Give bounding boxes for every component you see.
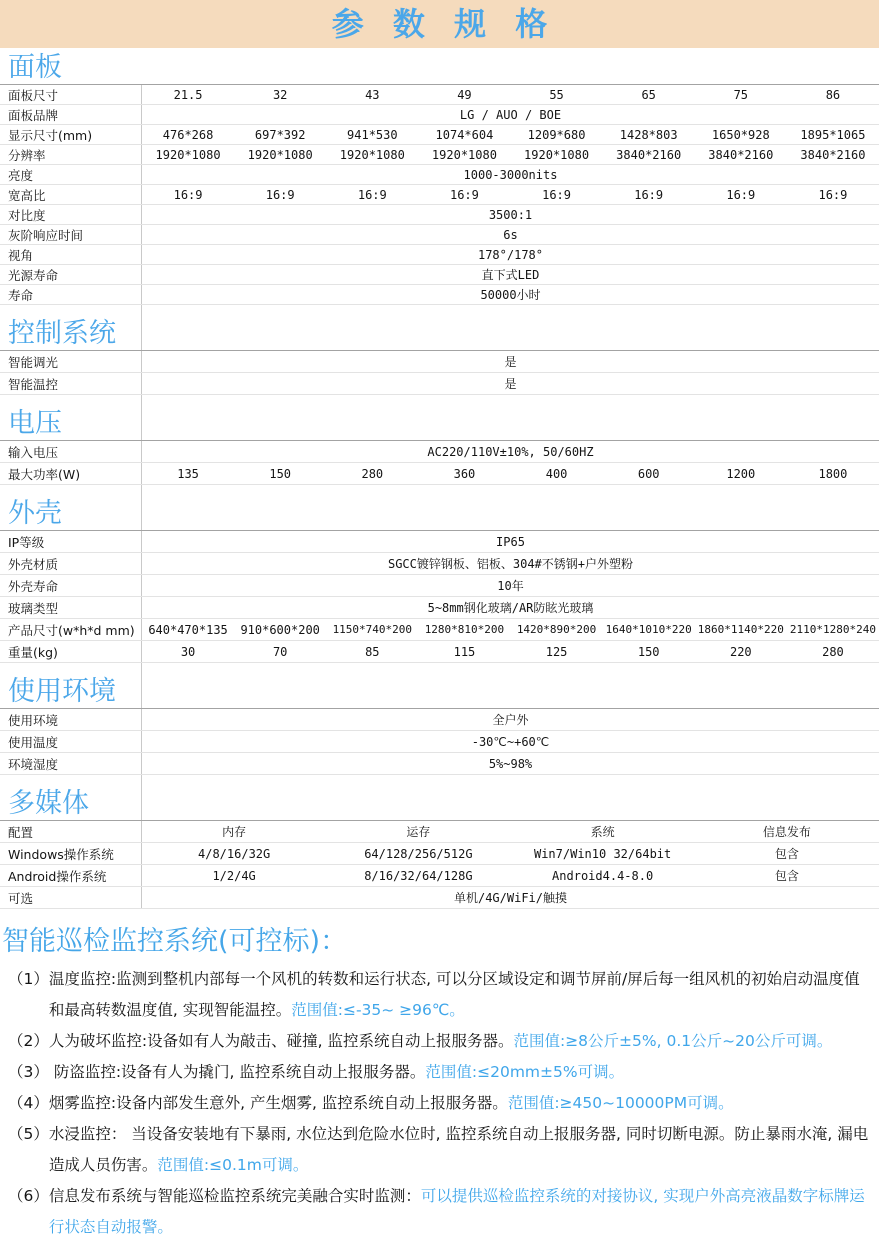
spec-row bbox=[0, 641, 879, 663]
section-title: 控制系统 bbox=[0, 305, 142, 350]
cell-value: 1920*1080 bbox=[155, 147, 221, 162]
row-label: Android操作系统 bbox=[0, 865, 142, 886]
item-range-highlight: 范围值:≤0.1m可调。 bbox=[157, 1156, 309, 1174]
item-description: 烟雾监控:设备内部发生意外, 产生烟雾, 监控系统自动上报服务器。 bbox=[48, 1094, 508, 1112]
row-label: 产品尺寸(w*h*d mm) bbox=[0, 619, 142, 640]
merged-value: SGCC镀锌钢板、铝板、304#不锈钢+户外塑粉 bbox=[387, 557, 634, 571]
item-description: 防盗监控:设备有人为撬门, 监控系统自动上报服务器。 bbox=[48, 1063, 426, 1081]
merged-value: 是 bbox=[504, 377, 517, 391]
monitoring-title: 智能巡检监控系统(可控标)： bbox=[2, 926, 348, 957]
cell-value: 43 bbox=[365, 87, 380, 102]
cell-value: 1895*1065 bbox=[800, 127, 866, 142]
cell-value: 32 bbox=[272, 87, 288, 102]
cell-value: 3840*2160 bbox=[616, 147, 682, 162]
spec-row bbox=[0, 285, 879, 305]
cell-value: 2110*1280*240 bbox=[789, 623, 876, 636]
spec-row bbox=[0, 441, 879, 463]
spec-row bbox=[0, 731, 879, 753]
spec-row bbox=[0, 225, 879, 245]
spec-row bbox=[0, 531, 879, 553]
cell-value: 1640*1010*220 bbox=[605, 623, 692, 636]
row-label: 配置 bbox=[0, 821, 142, 842]
row-label: 外壳寿命 bbox=[0, 575, 142, 596]
row-label: 亮度 bbox=[0, 165, 142, 184]
section-title: 多媒体 bbox=[0, 775, 142, 820]
cell-value: 3840*2160 bbox=[800, 147, 866, 162]
merged-value: 全户外 bbox=[492, 713, 529, 727]
page-banner bbox=[0, 0, 879, 48]
section-title-row bbox=[0, 485, 879, 531]
monitor-item bbox=[0, 964, 873, 1026]
cell-value: 86 bbox=[825, 87, 841, 102]
row-label: 视角 bbox=[0, 245, 142, 264]
cell-value: 21.5 bbox=[173, 87, 203, 102]
cell-value: 280 bbox=[822, 644, 844, 659]
item-number: （5） bbox=[8, 1125, 49, 1143]
cell-value: 运存 bbox=[406, 825, 431, 839]
item-number: （6） bbox=[8, 1187, 49, 1205]
merged-value: 178°/178° bbox=[477, 247, 544, 262]
item-number: （2） bbox=[8, 1032, 49, 1050]
spec-row bbox=[0, 709, 879, 731]
section-title: 使用环境 bbox=[0, 663, 142, 708]
cell-value: 400 bbox=[545, 466, 568, 481]
merged-value: 是 bbox=[504, 355, 517, 369]
cell-value: 1150*740*200 bbox=[332, 623, 413, 636]
cell-value: 220 bbox=[729, 644, 752, 659]
item-text bbox=[49, 1181, 873, 1243]
row-label: 光源寿命 bbox=[0, 265, 142, 284]
cell-value: 1209*680 bbox=[527, 127, 586, 142]
item-description: 温度监控:监测到整机内部每一个风机的转数和运行状态, 可以分区域设定和调节屏前/屏后每一组风机的初始启动温度值和最高转数温度值, 实现智能温控。 bbox=[48, 970, 860, 1019]
item-description: 水浸监控： 当设备安装地有下暴雨, 水位达到危险水位时, 监控系统自动上报服务器, 同时切断电源。防止暴雨水淹, 漏电造成人员伤害。 bbox=[48, 1125, 869, 1174]
cell-value: 65 bbox=[641, 87, 656, 102]
page-title: 参 数 规 格 bbox=[331, 5, 557, 43]
row-label: 重量(kg) bbox=[0, 641, 142, 662]
row-label: Windows操作系统 bbox=[0, 843, 142, 864]
cell-value: 1920*1080 bbox=[247, 147, 313, 162]
monitoring-section bbox=[0, 925, 879, 1243]
item-number: （3） bbox=[8, 1063, 49, 1081]
cell-value: 1650*928 bbox=[711, 127, 770, 142]
monitoring-items bbox=[0, 964, 873, 1243]
row-label: 面板品牌 bbox=[0, 105, 142, 124]
row-label: 寿命 bbox=[0, 285, 142, 304]
cell-value: 910*600*200 bbox=[240, 622, 320, 637]
monitor-item bbox=[0, 1088, 873, 1119]
section-4 bbox=[0, 485, 879, 663]
merged-value: 1000-3000nits bbox=[463, 167, 558, 182]
spec-row bbox=[0, 619, 879, 641]
spec-row bbox=[0, 265, 879, 285]
cell-value: 75 bbox=[733, 87, 749, 102]
cell-value: 16:9 bbox=[726, 187, 756, 202]
row-label: 环境湿度 bbox=[0, 753, 142, 774]
cell-value: 4/8/16/32G bbox=[198, 846, 271, 861]
spec-row bbox=[0, 821, 879, 843]
item-text bbox=[49, 964, 873, 1026]
cell-value: 1200 bbox=[726, 466, 756, 481]
cell-value: 85 bbox=[365, 644, 380, 659]
merged-value: AC220/110V±10%, 50/60HZ bbox=[427, 444, 594, 459]
cell-value: 包含 bbox=[774, 869, 799, 883]
item-range-highlight: 范围值:≥450~10000PM可调。 bbox=[507, 1094, 734, 1112]
spec-sections bbox=[0, 48, 879, 909]
item-description: 信息发布系统与智能巡检监控系统完美融合实时监测： bbox=[48, 1187, 421, 1205]
spec-row bbox=[0, 575, 879, 597]
spec-row bbox=[0, 185, 879, 205]
cell-value: 55 bbox=[549, 87, 564, 102]
item-text bbox=[49, 1057, 873, 1088]
merged-value: -30℃~+60℃ bbox=[471, 734, 550, 749]
item-number: （1） bbox=[8, 970, 49, 988]
cell-value: 16:9 bbox=[818, 187, 848, 202]
section-3 bbox=[0, 395, 879, 485]
spec-row bbox=[0, 865, 879, 887]
cell-value: 476*268 bbox=[162, 127, 214, 142]
monitor-item bbox=[0, 1057, 873, 1088]
section-1 bbox=[0, 48, 879, 305]
merged-value: 5~8mm钢化玻璃/AR防眩光玻璃 bbox=[427, 601, 594, 615]
cell-value: Win7/Win10 32/64bit bbox=[533, 846, 672, 861]
cell-value: 941*530 bbox=[347, 127, 398, 142]
merged-value: IP65 bbox=[496, 534, 525, 549]
merged-value: 5%~98% bbox=[488, 756, 533, 771]
item-number: （4） bbox=[8, 1094, 49, 1112]
cell-value: 3840*2160 bbox=[708, 147, 774, 162]
cell-value: 125 bbox=[545, 644, 568, 659]
section-2 bbox=[0, 305, 879, 395]
cell-value: 697*392 bbox=[254, 127, 306, 142]
spec-row bbox=[0, 373, 879, 395]
cell-value: 115 bbox=[453, 644, 476, 659]
row-label: 灰阶响应时间 bbox=[0, 225, 142, 244]
row-label: 使用温度 bbox=[0, 731, 142, 752]
row-label: 智能温控 bbox=[0, 373, 142, 394]
cell-value: 1428*803 bbox=[619, 127, 678, 142]
item-range-highlight: 可以提供巡检监控系统的对接协议, 实现户外高亮液晶数字标牌运行状态自动报警。 bbox=[48, 1187, 865, 1236]
cell-value: 1920*1080 bbox=[431, 147, 497, 162]
row-label: 宽高比 bbox=[0, 185, 142, 204]
row-label: 显示尺寸(mm) bbox=[0, 125, 142, 144]
merged-value: 直下式LED bbox=[481, 268, 540, 282]
section-title-row bbox=[0, 663, 879, 709]
row-label: 可选 bbox=[0, 887, 142, 908]
row-label: 使用环境 bbox=[0, 709, 142, 730]
row-label: 分辨率 bbox=[0, 145, 142, 164]
section-title-row bbox=[0, 395, 879, 441]
cell-value: 1420*890*200 bbox=[516, 623, 597, 636]
spec-row bbox=[0, 887, 879, 909]
merged-value: 3500:1 bbox=[488, 207, 533, 222]
merged-value: 6s bbox=[503, 227, 518, 242]
merged-value: 50000小时 bbox=[480, 288, 541, 302]
cell-value: 系统 bbox=[590, 825, 615, 839]
spec-row bbox=[0, 125, 879, 145]
cell-value: 1920*1080 bbox=[524, 147, 590, 162]
section-title-row bbox=[0, 775, 879, 821]
cell-value: 640*470*135 bbox=[148, 622, 228, 637]
section-title-row bbox=[0, 48, 879, 85]
cell-value: 150 bbox=[269, 466, 292, 481]
spec-row bbox=[0, 753, 879, 775]
cell-value: 150 bbox=[637, 644, 660, 659]
cell-value: 360 bbox=[453, 466, 476, 481]
section-title: 电压 bbox=[0, 395, 142, 440]
cell-value: 16:9 bbox=[357, 187, 387, 202]
row-label: 输入电压 bbox=[0, 441, 142, 462]
spec-row bbox=[0, 85, 879, 105]
merged-value: LG / AUO / BOE bbox=[459, 107, 562, 122]
item-text bbox=[49, 1026, 873, 1057]
spec-row bbox=[0, 553, 879, 575]
section-6 bbox=[0, 775, 879, 909]
item-description: 人为破坏监控:设备如有人为敲击、碰撞, 监控系统自动上报服务器。 bbox=[48, 1032, 514, 1050]
item-text bbox=[49, 1088, 873, 1119]
cell-value: 内存 bbox=[222, 825, 247, 839]
item-range-highlight: 范围值:≥8公斤±5%, 0.1公斤~20公斤可调。 bbox=[513, 1032, 833, 1050]
spec-row bbox=[0, 597, 879, 619]
cell-value: 16:9 bbox=[265, 187, 295, 202]
merged-value: 10年 bbox=[497, 579, 524, 593]
spec-row bbox=[0, 165, 879, 185]
row-label: IP等级 bbox=[0, 531, 142, 552]
merged-value: 单机/4G/WiFi/触摸 bbox=[453, 891, 568, 905]
spec-row bbox=[0, 463, 879, 485]
row-label: 对比度 bbox=[0, 205, 142, 224]
cell-value: 600 bbox=[637, 466, 660, 481]
row-label: 面板尺寸 bbox=[0, 85, 142, 104]
cell-value: 1860*1140*220 bbox=[697, 623, 784, 636]
item-range-highlight: 范围值:≤20mm±5%可调。 bbox=[425, 1063, 625, 1081]
cell-value: 49 bbox=[457, 87, 472, 102]
spec-row bbox=[0, 351, 879, 373]
cell-value: Android4.4-8.0 bbox=[552, 868, 654, 883]
row-label: 外壳材质 bbox=[0, 553, 142, 574]
cell-value: 8/16/32/64/128G bbox=[364, 868, 473, 883]
spec-row bbox=[0, 205, 879, 225]
cell-value: 1280*810*200 bbox=[424, 623, 505, 636]
row-label: 玻璃类型 bbox=[0, 597, 142, 618]
cell-value: 信息发布 bbox=[762, 825, 811, 839]
monitor-item bbox=[0, 1026, 873, 1057]
item-text bbox=[49, 1119, 873, 1181]
spec-row bbox=[0, 105, 879, 125]
cell-value: 1920*1080 bbox=[339, 147, 405, 162]
section-title-row bbox=[0, 305, 879, 351]
spec-row bbox=[0, 145, 879, 165]
section-5 bbox=[0, 663, 879, 775]
cell-value: 135 bbox=[177, 466, 199, 481]
cell-value: 16:9 bbox=[173, 187, 203, 202]
cell-value: 1/2/4G bbox=[212, 868, 256, 883]
row-label: 最大功率(W) bbox=[0, 463, 142, 484]
monitor-item bbox=[0, 1181, 873, 1243]
cell-value: 1074*604 bbox=[435, 127, 494, 142]
cell-value: 64/128/256/512G bbox=[364, 846, 473, 861]
cell-value: 包含 bbox=[774, 847, 799, 861]
section-title: 面板 bbox=[8, 52, 62, 83]
section-title: 外壳 bbox=[0, 485, 142, 530]
cell-value: 30 bbox=[180, 644, 196, 659]
spec-row bbox=[0, 843, 879, 865]
row-label: 智能调光 bbox=[0, 351, 142, 372]
item-range-highlight: 范围值:≤-35~ ≥96℃。 bbox=[291, 1001, 465, 1019]
cell-value: 16:9 bbox=[542, 187, 572, 202]
cell-value: 16:9 bbox=[449, 187, 479, 202]
cell-value: 1800 bbox=[818, 466, 848, 481]
cell-value: 16:9 bbox=[634, 187, 664, 202]
cell-value: 280 bbox=[361, 466, 384, 481]
spec-row bbox=[0, 245, 879, 265]
monitor-item bbox=[0, 1119, 873, 1181]
cell-value: 70 bbox=[272, 644, 288, 659]
